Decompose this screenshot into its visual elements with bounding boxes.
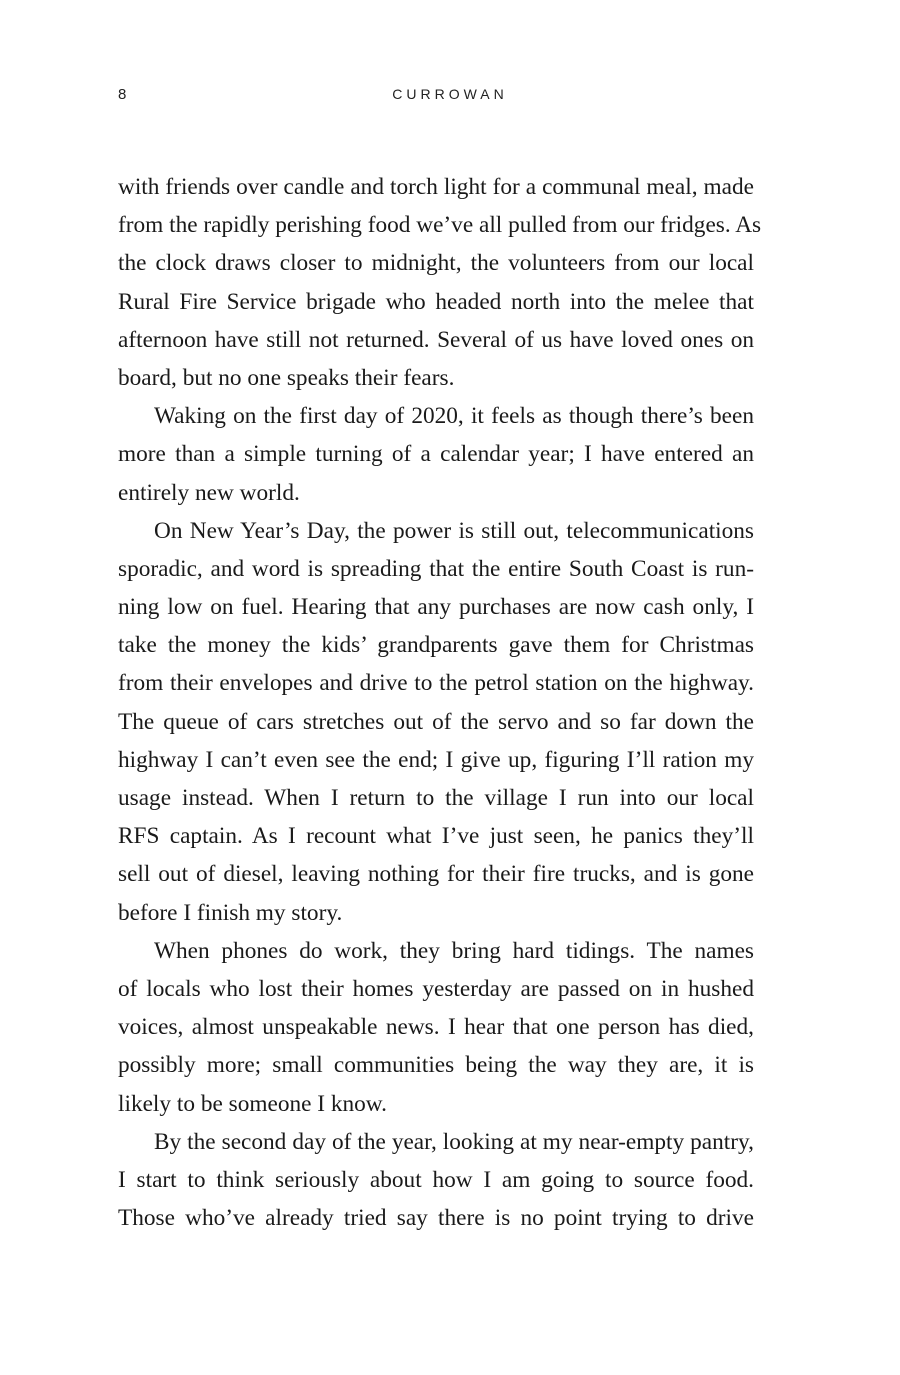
text-line: of locals who lost their homes yesterday are passed on in hushed <box>118 975 754 1002</box>
text-line: On New Year’s Day, the power is still out, telecommunications <box>154 517 754 544</box>
page-number: 8 <box>118 86 128 103</box>
running-head: CURROWAN <box>392 86 508 102</box>
text-line: Rural Fire Service brigade who headed north into the melee that <box>118 288 754 315</box>
text-line: from the rapidly perishing food we’ve all pulled from our fridges. As <box>118 212 762 239</box>
text-line: possibly more; small communities being the way they are, it is <box>118 1052 754 1079</box>
text-line: likely to be someone I know. <box>118 1090 387 1117</box>
text-line: sell out of diesel, leaving nothing for their fire trucks, and is gone <box>118 861 754 888</box>
body-text <box>118 168 762 1237</box>
text-line: voices, almost unspeakable news. I hear that one person has died, <box>118 1014 754 1041</box>
text-line: before I finish my story. <box>118 899 343 926</box>
text-line: The queue of cars stretches out of the servo and so far down the <box>118 708 754 735</box>
text-line: board, but no one speaks their fears. <box>118 364 455 391</box>
text-line: ning low on fuel. Hearing that any purchases are now cash only, I <box>118 594 754 621</box>
text-line: with friends over candle and torch light for a communal meal, made <box>118 174 754 200</box>
text-line: I start to think seriously about how I am going to source food. <box>118 1166 754 1193</box>
text-line: more than a simple turning of a calendar year; I have entered an <box>118 441 754 468</box>
page-header <box>0 86 900 108</box>
text-line: the clock draws closer to midnight, the volunteers from our local <box>118 250 754 277</box>
text-line: RFS captain. As I recount what I’ve just seen, he panics they’ll <box>118 823 754 850</box>
text-line: take the money the kids’ grandparents gave them for Christmas <box>118 632 754 659</box>
text-line: afternoon have still not returned. Several of us have loved ones on <box>118 326 754 353</box>
text-line: from their envelopes and drive to the petrol station on the highway. <box>118 670 754 697</box>
text-line: entirely new world. <box>118 479 300 506</box>
text-line: sporadic, and word is spreading that the entire South Coast is run- <box>118 555 754 582</box>
text-line: Waking on the first day of 2020, it feels as though there’s been <box>154 403 754 430</box>
text-line: By the second day of the year, looking at my near-empty pantry, <box>154 1128 754 1155</box>
text-line: Those who’ve already tried say there is no point trying to drive <box>118 1205 754 1232</box>
text-line: highway I can’t even see the end; I give up, figuring I’ll ration my <box>118 746 754 773</box>
text-line: usage instead. When I return to the village I run into our local <box>118 785 754 811</box>
text-line: When phones do work, they bring hard tidings. The names <box>154 937 754 964</box>
